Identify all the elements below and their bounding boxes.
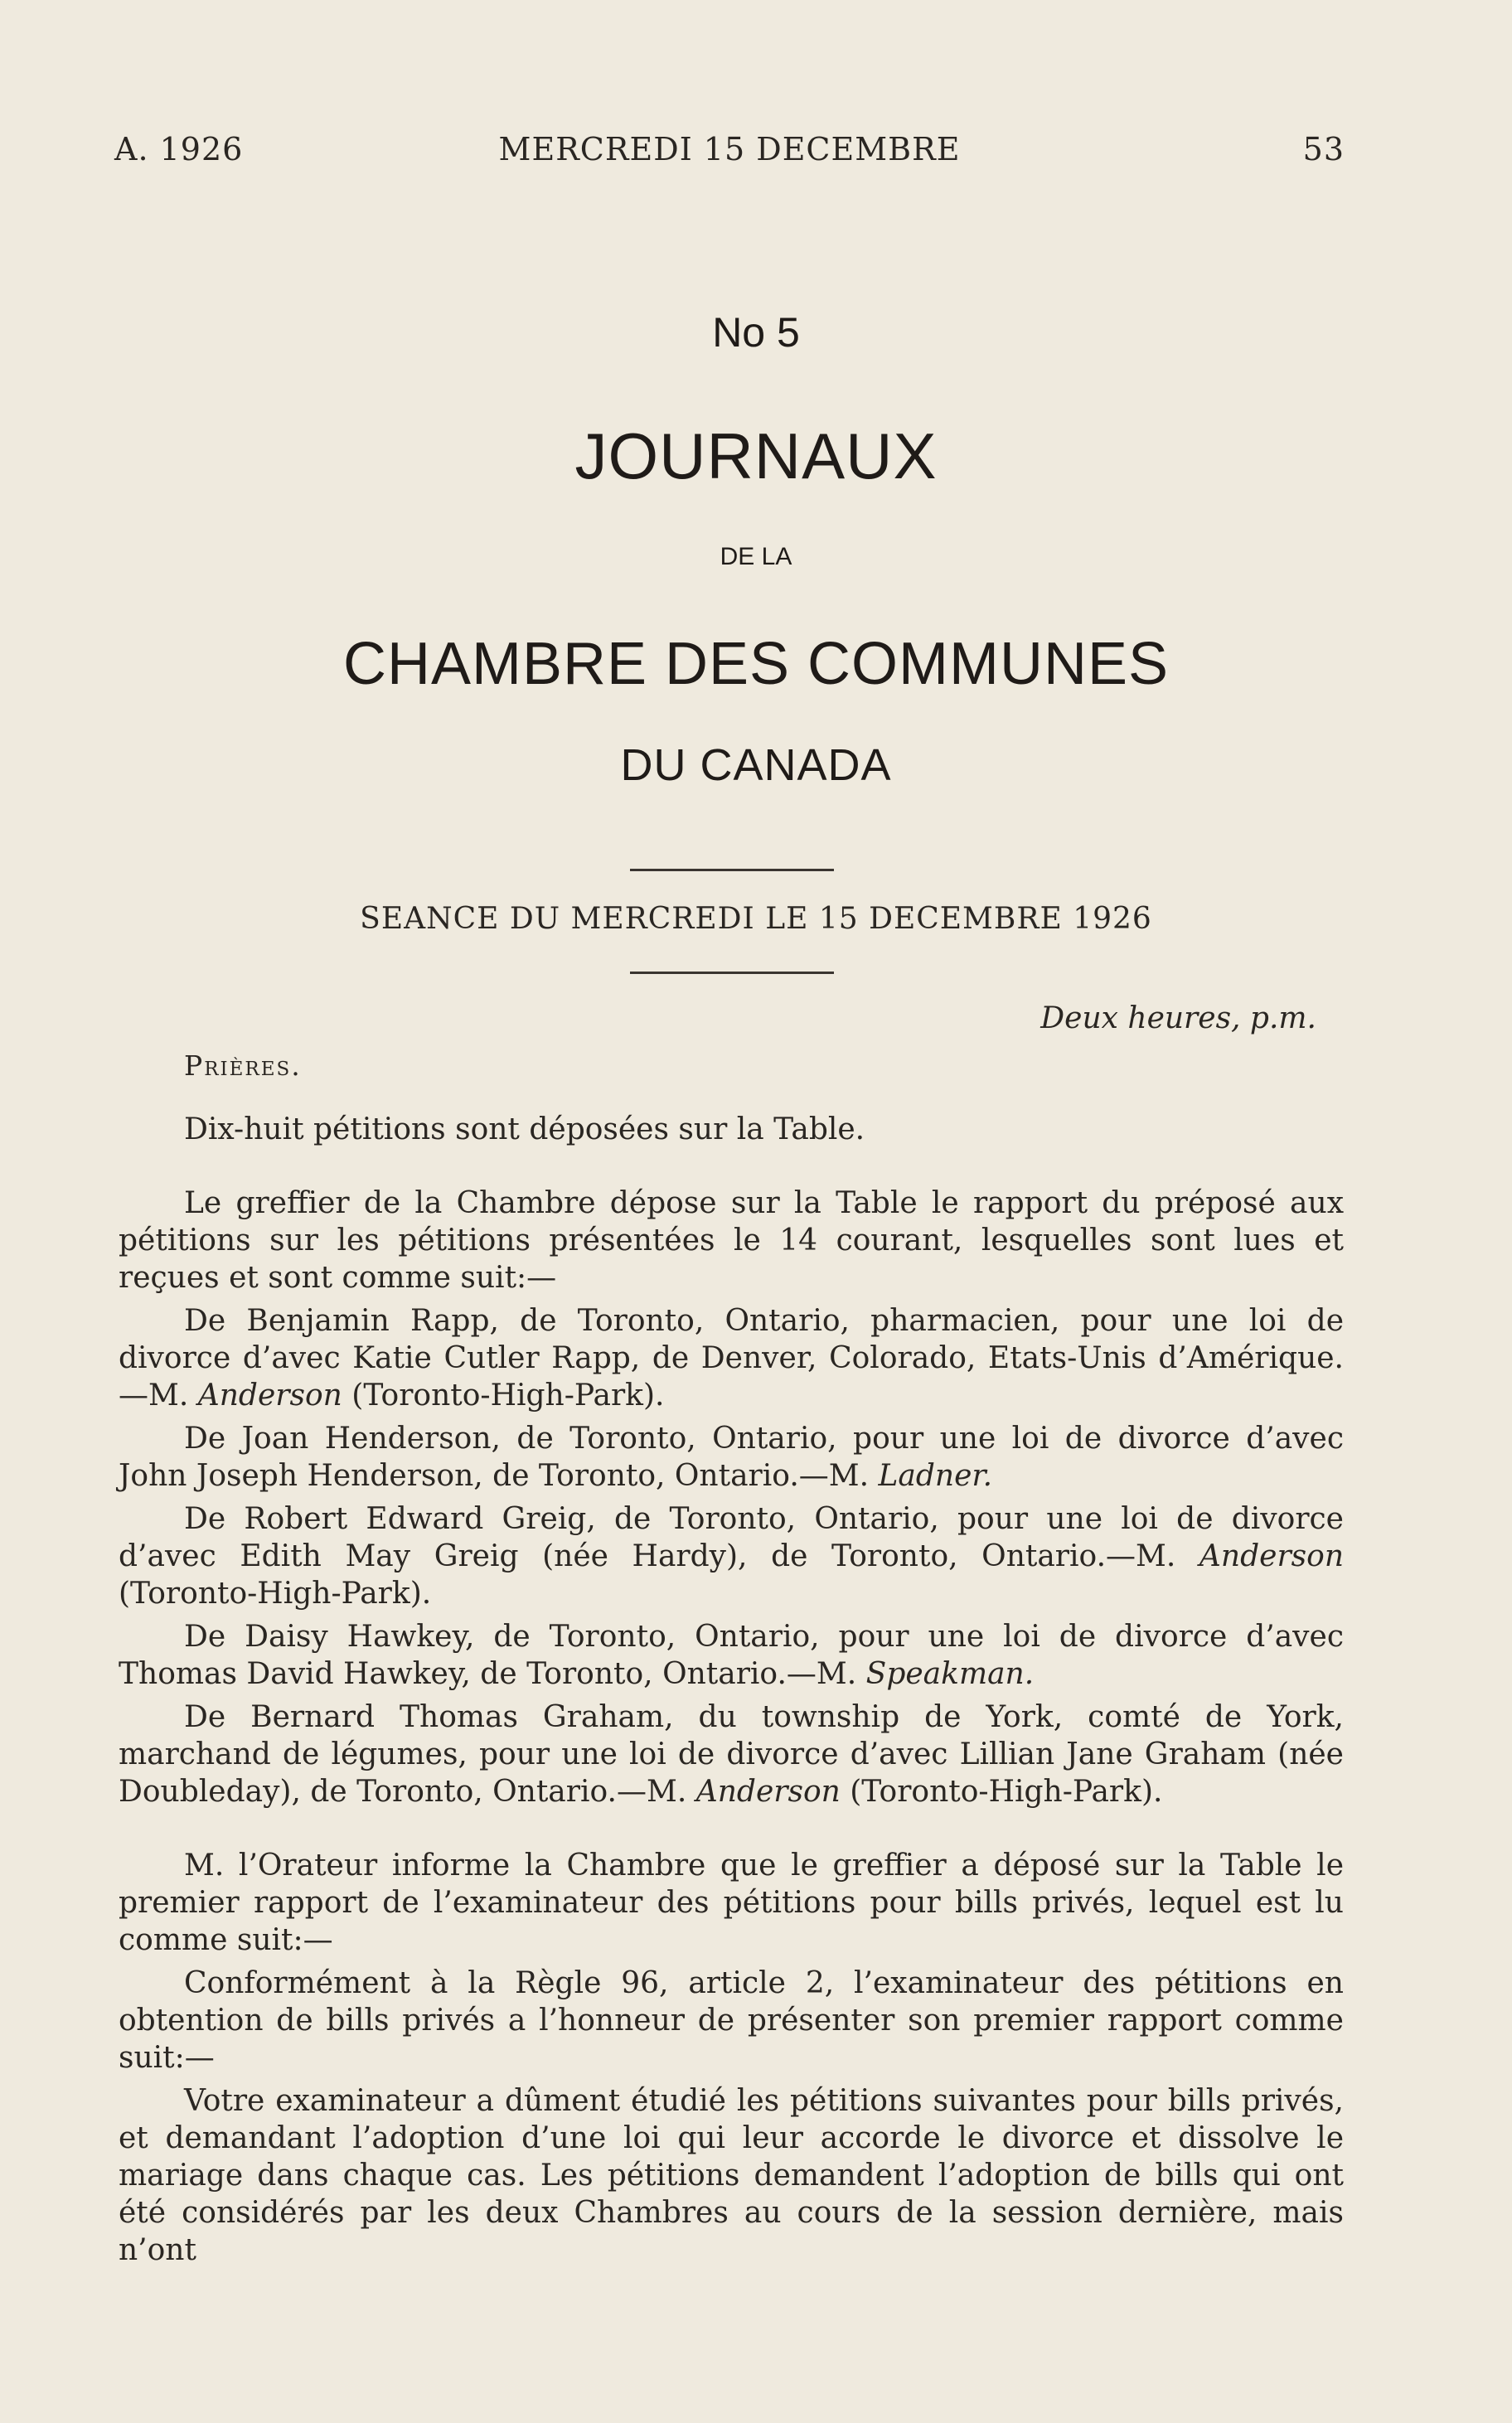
country-title: DU CANADA [620,740,892,790]
journal-title: JOURNAUX [574,419,938,492]
petition-item [119,1699,1344,1810]
petition-text: De Robert Edward Greig, de Toronto, Ontario, pour une loi de divorce d’avec Edith May Greig (née Hardy), de Toronto, Ontario.—M. [119,1502,1344,1573]
divider-bottom [630,972,834,974]
petition-item [119,1302,1344,1414]
member-name: Speakman. [865,1657,1035,1691]
paragraph-speaker-report: M. l’Orateur informe la Chambre que le greffier a déposé sur la Table le premier rapport de l’examinateur des pétitions pour bills privés, lequel est lu comme suit:— [119,1849,1344,1957]
petition-text: De Bernard Thomas Graham, du township de York, comté de York, marchand de légumes, pour une loi de divorce d’avec Lillian Jane Graham (née Doubleday), de Toronto, Ontario.—M. [119,1700,1344,1809]
running-head [114,131,1345,172]
chamber-title: CHAMBRE DES COMMUNES [342,631,1170,697]
member-name: Anderson [695,1775,841,1809]
petition-item [119,1500,1344,1612]
prayers-heading: Prières. [184,1049,302,1082]
page-number: 53 [1302,131,1345,167]
petition-text: De Benjamin Rapp, de Toronto, Ontario, pharmacien, pour une loi de divorce d’avec Katie Cutler Rapp, de Denver, Colorado, Etats-Unis d’Amérique. —M. [119,1304,1344,1413]
paragraph-examiner: Votre examinateur a dûment étudié les pétitions suivantes pour bills privés, et demandant l’adoption d’une loi qui leur accorde le divorce et dissolve le mariage dans chaque cas. Les pétitions demandent l’adoption de bills qui ont été considérés par les deux Chambres au cours de la session dernière, mais n’ont [119,2084,1344,2267]
petition-item [119,1618,1344,1693]
paragraph-clerk-report: Le greffier de la Chambre dépose sur la Table le rapport du préposé aux pétitions sur les pétitions présentées le 14 courant, lesquelles sont lues et reçues et sont comme suit:— [119,1186,1344,1295]
petition-item [119,1420,1344,1495]
paragraph-rule-96: Conformément à la Règle 96, article 2, l’examinateur des pétitions en obtention de bills privés a l’honneur de présenter son premier rapport comme suit:— [119,1966,1344,2075]
issue-number: No 5 [712,309,800,356]
member-riding: (Toronto-High-Park). [119,1577,432,1611]
running-head-year: A. 1926 [114,131,244,167]
petition-text: De Daisy Hawkey, de Toronto, Ontario, pour une loi de divorce d’avec Thomas David Hawkey, de Toronto, Ontario.—M. [119,1620,1344,1691]
sitting-heading: SEANCE DU MERCREDI LE 15 DECEMBRE 1926 [360,902,1152,936]
divider-top [630,869,834,871]
member-name: Anderson [1199,1539,1344,1573]
member-riding: (Toronto-High-Park). [840,1775,1163,1809]
body-text [119,1111,1344,2269]
sitting-time: Deux heures, p.m. [1040,1001,1316,1035]
title-connector: DE LA [720,543,792,570]
member-riding: (Toronto-High-Park). [342,1379,665,1413]
paragraph-petitions-count: Dix-huit pétitions sont déposées sur la Table. [184,1112,865,1146]
member-name: Ladner. [878,1459,993,1493]
running-head-date: MERCREDI 15 DECEMBRE [498,131,961,167]
petition-text: De Joan Henderson, de Toronto, Ontario, pour une loi de divorce d’avec John Joseph Henderson, de Toronto, Ontario.—M. [119,1422,1344,1493]
member-name: Anderson [197,1379,342,1413]
